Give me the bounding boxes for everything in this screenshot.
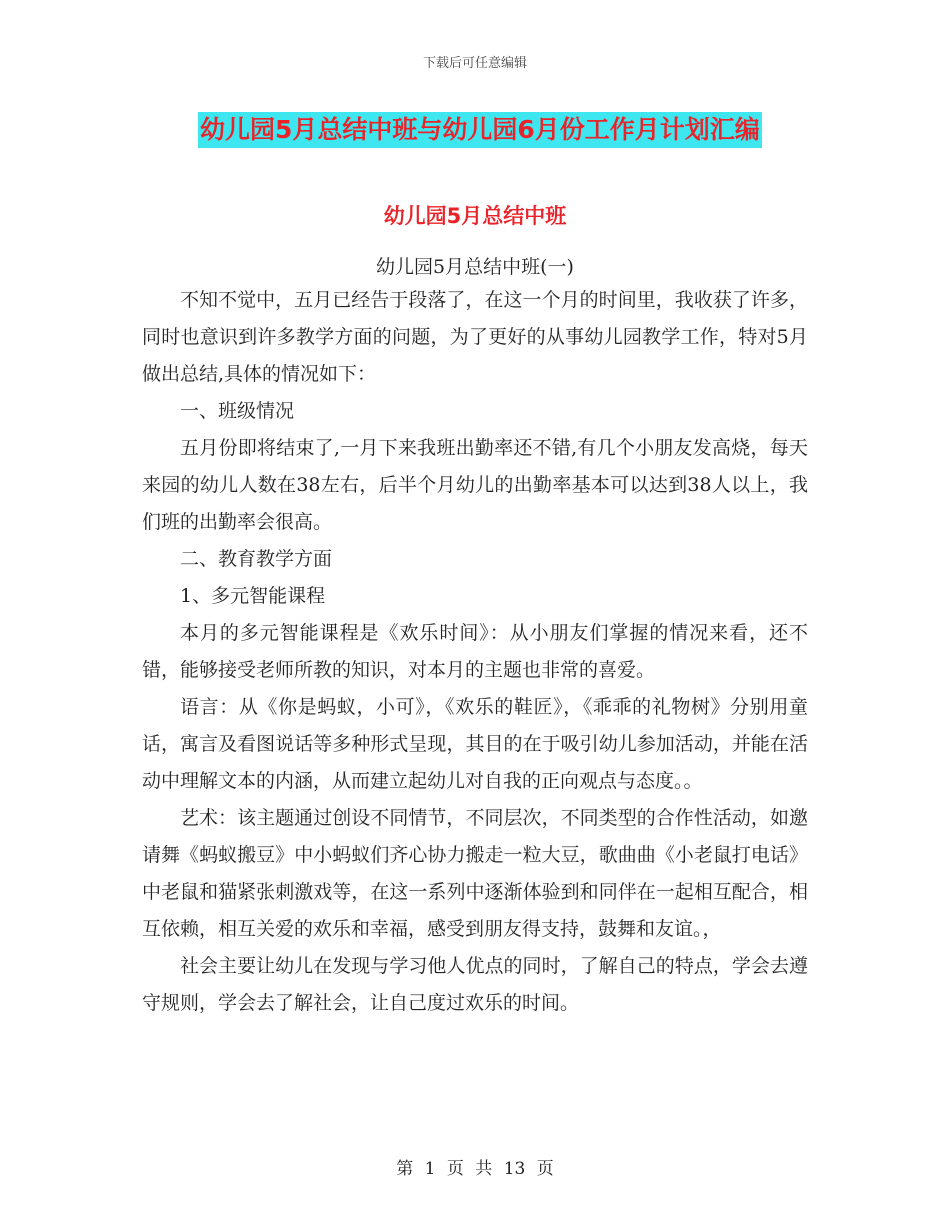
- paragraph-course: 本月的多元智能课程是《欢乐时间》：从小朋友们掌握的情况来看，还不错，能够接受老师所教的知识，对本月的主题也非常的喜爱。: [142, 622, 808, 681]
- section-title: 幼儿园5月总结中班: [383, 204, 567, 228]
- heading-multiple-intelligence: 1、多元智能课程: [180, 585, 326, 607]
- heading-class-situation: 一、班级情况: [180, 400, 295, 422]
- paragraph-intro: 不知不觉中，五月已经告于段落了，在这一个月的时间里，我收获了许多，同时也意识到许多教学方面的问题，为了更好的从事幼儿园教学工作，特对5月做出总结,具体的情况如下：: [142, 289, 808, 385]
- paragraph-attendance: 五月份即将结束了,一月下来我班出勤率还不错,有几个小朋友发高烧，每天来园的幼儿人数在38左右，后半个月幼儿的出勤率基本可以达到38人以上，我们班的出勤率会很高。: [142, 437, 808, 533]
- body-text: [142, 282, 808, 1022]
- page-footer: 第 1 页 共 13 页: [396, 1159, 554, 1179]
- paragraph-society: 社会主要让幼儿在发现与学习他人优点的同时，了解自己的特点，学会去遵守规则，学会去了解社会，让自己度过欢乐的时间。: [142, 955, 808, 1014]
- section-subtitle: 幼儿园5月总结中班(一): [376, 256, 574, 278]
- paragraph-art: 艺术：该主题通过创设不同情节，不同层次，不同类型的合作性活动，如邀请舞《蚂蚁搬豆》中小蚂蚁们齐心协力搬走一粒大豆，歌曲曲《小老鼠打电话》中老鼠和猫紧张刺激戏等，在这一系列中逐渐体验到和同伴在一起相互配合，相互依赖，相互关爱的欢乐和幸福，感受到朋友得支持，鼓舞和友谊。，: [142, 807, 808, 940]
- document-title: 幼儿园5月总结中班与幼儿园6月份工作月计划汇编: [198, 112, 762, 148]
- header-note: 下载后可任意编辑: [422, 56, 527, 71]
- paragraph-language: 语言：从《你是蚂蚁，小可》，《欢乐的鞋匠》，《乖乖的礼物树》分别用童话，寓言及看图说话等多种形式呈现，其目的在于吸引幼儿参加活动，并能在活动中理解文本的内涵，从而建立起幼儿对自我的正向观点与态度。。: [142, 696, 808, 792]
- heading-education: 二、教育教学方面: [180, 548, 333, 570]
